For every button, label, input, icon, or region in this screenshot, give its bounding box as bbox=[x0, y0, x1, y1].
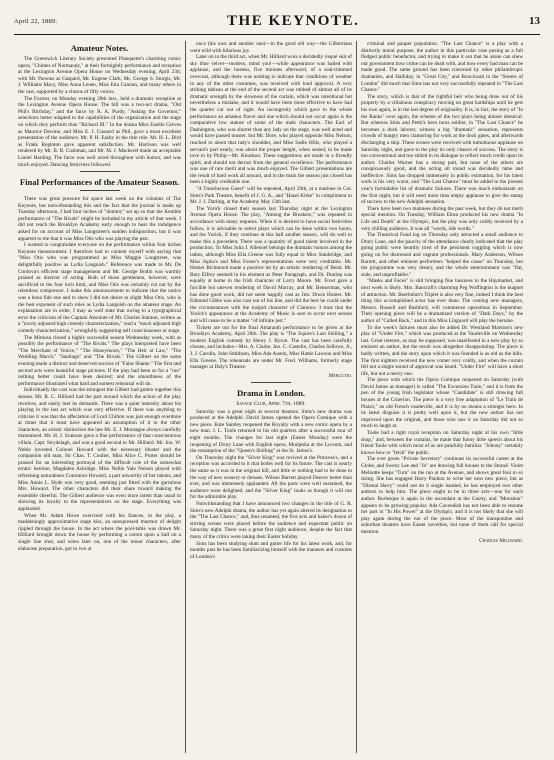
section-title-amateur-notes: Amateur Notes. bbox=[70, 43, 129, 53]
paragraph: There have been two matinees during the past week, but they do not merit special mention. On Tuesday, William Elton produced his new drama "In Life and Death" at the Olympic, but the play was only coldly received by a very chilling audience. It was all "words, idle words." bbox=[361, 205, 523, 232]
paragraph: The Mimosa closed a highly successful season Wednesday week, with as possibly the performance of "The Rivals." The plays interpreted have been "The Merchant of Venice," "The Honeymoon," "The Heir at Law," "The Wedding March," "Santiago" and "The Rivals." The Gilbert on the same evening made a distinct and deserved success of "False Shame." The first and second acts were beautiful stage pictures. If the play had been so for a "run" nothing better could have been desired; and the smoothness of the performance illustrated what hard and earnest rehearsal will do. bbox=[18, 334, 181, 387]
column-2 bbox=[185, 41, 356, 753]
masthead-title: THE KEYNOTE. bbox=[227, 12, 360, 29]
signature-mercutio: Mercutio. bbox=[328, 372, 352, 379]
paragraph: Tickets are out for the final Amaranth performance to be given at the Brooklyn Academy, April 28th. The play is "The Squire's Last Shilling," a modern English comedy by Henry J. Byron. The cast has been carefully chosen, and includes—Mrs. A. Clarke, Jno. C. Castello, Charles Sellowe, Jr., J. J. Carolin, John Smithson, Miss Ada Austin, Miss Hattie Lawson and Miss Ella Greene. The rehearsals are under Mr. Fred. Williams, formerly stage manager at Daly's Theatre. bbox=[190, 324, 352, 371]
paragraph: once (his own and another one)—in the good old way—the Gilbertians went wild with hilarious joy. bbox=[190, 41, 352, 54]
paragraph: Individually the cast was the strongest the Gilbert had gotten together this season. Mr. R. C. Hilliard had the part around which the action of the play revolves, and easily met its demands. There was a quiet intensity about his playing in the last act which was very effective. If there was anything to criticise it was that the affectation of Lord Chilton was just enough overdone at times that it must have appeared an assumption of it to the other characters, an artistic distinction the late Mr. E. J. Montague always carefully maintained. Mr. H. J. Scakone gave a fine performance of that conscientious villain, Capt. Strydelagh, and was a good second to Mr. Hilliard. Mr. Jno. W. Noble invested Colonel Howard with the necessary bluster and the companion old man, Sir Chas. T. Coulter, Miss Alice C. Porter should be praised for an interesting portrayal of the difficult role of the somewhat erratic heroine, Magdalen Ashridge. Miss Nellie Yale Nelson played with refreshing naturalness Constance Howard, a part unworthy of her talents, and Miss Annie L. Hyde was very good, seeming just fitted with the garrulous Mrs. Howard. The other characters did their share toward making the ensemble cheerful. The Gilbert audience was even more intent than usual in showing its loyalty to the representatives on the stage. Everything was applauded. bbox=[18, 387, 181, 512]
paragraph: The Theatrical Fund log on Thursday only attracted a small audience to Drury Lane, and the paucity of the attendance clearly indicated that the play going public were heartily tired of the persistent coggling which is now going on for distressed and vagrant professionals. Mary Anderson, Wilson Barrett, and other eminent performers "helped the cause" on Thursday, but the programme was very dreary, and the whole entertainment was "flat, stale, and unprofitable." bbox=[361, 232, 523, 278]
divider bbox=[251, 382, 291, 383]
paragraph: Sims has been studying slum and gutter life for his latest work, and, for months past he has been familiarizing himself with the manners and customs of London's bbox=[190, 540, 352, 560]
paragraph: The piece with which the Opera Comique reopened on Saturday (with David James as manager) is called "The Excursion Train," and it is from the pen of the young Irish legislator whose "Candidate" is still drawing full houses at the Criterion. The piece is a very free adaptation of "Le Train de Plaisir," an old French vaudeville, and it is by no means a stronger hero. In its latest disguise it is pretty well upon it, but the new author has not improved upon the original, and those who saw it on Saturday did not so much to laugh at. bbox=[361, 377, 523, 430]
paragraph: Later on in the third act, when Mr. Hilliard wore a decidedly risqué suit of sky blue velvet—modern, mind you!—while appearance was hailed with applause, and the hostess, five minutes afterward, of a seal-trimmed overcoat, although there was nothing to indicate that conditions of weather in any of the other costumes, was received with loud approval. A very striking tableau at the end of the second act was robbed of almost all of its dramatic strength by the slowness of the curtain, which was intentional but nevertheless a mistake, and it would have been more effective to have had the quarter cut out of sight. An incongruity which gave to the whole performance an amateur flavor and one which should not occur again is the comparative low stature of some of the male characters. The Earl of Dashington, who was shorter than any lady on the stage, was well acted and would have passed muster. but Mr. Dore, who played opposite Miss Nelson, reached to about that lady's shoulder, and Miss Sadie Hills, who played a servant's part neatly, was about the proper height, when seated, to be made love to by Philip—Mr. Knudson. These suggestions are made in a friendly spirit, and should not detract from the general excellence. The performance was one of rare merit and was much enjoyed. The Gilbert presentations are the result of hard work all around, and in the main the season just closed has been a highly creditable one. bbox=[190, 54, 352, 186]
section-title-final-performances: Final Performances of the Amateur Season. bbox=[19, 177, 180, 188]
article-columns bbox=[14, 41, 540, 753]
paragraph: The ever green "Private Secretary" continues its successful career at the Globe, and Sweny Lee and "Jo" are drawing full houses to the Strand. Violet Melnotte keeps "Turn" on the run at the Avenue, and shows great fool in so doing. She has engaged Harry Paulton to write her next new piece, but as "Dismal Harry" could not do it single handed, he has employed two other authors to help him. The piece ought to be in three acts—one for each author. Burlesque is again in the ascendant at the Gaiety, and "Monsieur" appears to be growing popular. Ada Cavendish has not been able to resume her part in "In His Power" at the Olympic, and it is not likely that she will play again during the run of the piece. Most of the transpontine and suburban theatres have Easter novelties, but none of them call for special mention. bbox=[361, 456, 523, 535]
divider bbox=[80, 171, 120, 172]
paragraph: The Yorick closed their season last Thursday night at the Lexington Avenue Opera House. The play, "Among the Breakers," was repeated in accordance with many requests. When it is desired to have social festivities follow, it is advisable to select plays which can be done within two hours, and the Yorick, if they continue at this hall another season, will do well to make this a precedent. There was a quantity of good talent involved in the production. To Miss Julia J. Allenoel belongs the dramatic honors among the ladies, although Miss Ella Greene was fully equal to Miss Stanbridge, and Miss Jopha's and Miss Foster's representations were very creditable. Mr. Homer Richmond made a positive hit by an artistic rendering of Bend. Mr. Bary Elfrey seemed in his element as Peter Paragraph, and Dr. Dunlop was equally at home in the Irish character of Larry Moore. Mr. Frost gave a forcible but uneven rendering of David Murray, and Mr. Benserman, who has done good work, did not seem happily cast as Jim. Druce Hunter. Mr. Edmond Gibbs was also cast out of his line, and did the best he could under the circumstances with the insipid character of Clarence. I trust that the Yorick's appearance at the Academy of Music is sure to occur next season and will cease to be a matter "of infinite jest." bbox=[190, 205, 352, 324]
column-3 bbox=[356, 41, 527, 753]
divider bbox=[80, 190, 120, 191]
section-title-drama-in-london: Drama in London. bbox=[236, 387, 306, 398]
paragraph: The story, which is that of the rightful heir who being done out of his property by a villainous conspiracy moving on great hardships until he gets his own again, is in the last degree of originality. It is, in fact, the story of "In the Ranks" over again, the scheme of the two plays being almost identical. But whereas Sims and Pettit's hero turns soldier, in "The Last Chance" he becomes a dock laborer, witness a big "dramatic" sensation, represents crowds of hungry men clamoring for work at the dock gates, and afterwards discharging a ship. These scenes were received with tumultuous applause on Saturday night, and gave to the play its only chance of success. The story is too conventional and too stilted in its dialogue to reflect much credit upon its author. Charles Warner has a strong part, but none of the others are conspicuously good, and the acting all round was decidedly tame and ineffective. Sims has dropped immensely in public estimation, for his latest work is his very worst, and "The Last Chance" must be added to the present year's formidable list of dramatic failures. There was much enthusiasm on the first night, but it will need more than empty applause to give the stamp of success to the new Adelphi sensation. bbox=[361, 93, 523, 206]
paragraph: To the week's failures must also be added Dr. Westland Marston's new play of "Under Fire," which was produced at the Vaudeville on Wednesday last. Great interest, as may be supposed, was manifested in a new play by so eminent an author, but the result was altogether disappointing. The piece is badly written, and the story upon which it was founded is as old as the hills. The first nighters received the new comer very coldly, and when the curtain fell not a single sound of approval was heard. "Under Fire" will have a short life, but not a merry one. bbox=[361, 324, 523, 377]
dateline: Savage Club, April 7th, 1889. bbox=[236, 400, 306, 407]
page-number: 13 bbox=[529, 15, 540, 27]
issue-date: April 22, 1889. bbox=[14, 17, 58, 25]
page-header bbox=[14, 8, 540, 35]
paragraph: criminal and pauper population. "The Last Chance" is a play with a distinctly moral purpose, the author in this particular case posing as a full fledged public benefactor, and trying to make it out that he alone can shew our government how crime can be dealt with, and how every bad man can be made good. The same ground has been traversed by other philanthropic dramatists, and Halliday, in "Great City," and Boucicault in the "Streets of London" did much that Sims has not very successfully repeated in "The Last Chance." bbox=[361, 41, 523, 94]
paragraph: The Forrest, on Monday evening 28th inst., held a dramatic reception at the Lexington Avenue Opera House. The bill was a two-act drama, "Old Phil's Birthday," and the farce by R. A. Purdy, "Asking the Governor," selections better adapted to the capabilities of the organization and the stage on which they perform than "Richard III." In the drama Miss Estelle Greves as Maurice Dewine, and Miss E. J. Cussard as Phil, gave a most excellent presentation of the audience. Mr. P. H. Easby in the title role. Mr. H. L. Bird as Frank Reginton gave apparent satisfaction. Mr. Harrison was well rendered by Mr. B. B. Cushman, and Mr. M. J. Mackerel made an acceptable Lionel Harding. The farce was well acted throughout with humor, and was much enjoyed. Dancing festivities followed. bbox=[18, 95, 181, 168]
signature-millward: Charles Millward. bbox=[479, 537, 523, 544]
paragraph: I wanted to congratulate everyone on the performance within four inches Keynote measurement. I therefore had to content myself with saying that "Miss Otis who was programmed as Miss Maggie Longstreet, was delightfully positive as Lydia Languish." Reference was made to Mr. De Cordova's efficient stage management and Mr. George Bodin was warmly praised as director of acting. Both of those gentlemen, however, were sacrificed to the four inch limit, and Miss Otis was certainly cut out by the relentless compressor. I make this announcement to indicate that the notice was a bona fide one and to show I did not desire to slight Miss Otis, who is the best exponent of such roles as Lydia Languish on the amateur stage. An explanation are in order, I may as well state that owing to a typographical error the criticism of the Captain Absolute of Mr. Charles Stanton, written as a "nicely adjusted high comedy characterization," read a "much adjusted high comedy characterization," wrongfully suggesting self consciousness or stage. bbox=[18, 242, 181, 334]
paragraph: "Masks and Faces" is still bringing fine business to the Haymarket, and next week is likely. Mrs. Bancroft's charming Peg Woffington is the magnet of attraction. Mr. Beerbohm's Triplet is also very fine, indeed I think the best thing this accomplished actor has ever done. The coming new managers, Messrs. Russell and Bashford, will commence operations in September. Their opening piece will be a dramatized version of "Dark Days," by the author of "Called Back," and in this Miss Linguard will play the heroine. bbox=[361, 278, 523, 324]
paragraph: Notwithstanding that I have announced two changes in the title of G. R. Sims's new Adelphi drama, the author has yet again altered its designation to the "The Last Chance," and, thus renamed, the five acts and baker's dozen of stirring scenes were placed before the audience and expectant public on Saturday night. There was a great first night audience, despite the fact that many of the critics were taking their Easter holiday. bbox=[190, 501, 352, 540]
paragraph: Saturday was a great night at several theatres. Sims's new drama was produced at the Adelphi. David James opened the Opera Comique with a new piece. Kate Santley reopened the Royalty with a new comic opera by a new man. J. L. Toole returned to his old quarters after a successful tour of eight months. The changes for last night (Easter Monday) were the reopening of Drury Lane with English opera, Modjeska at the Lyceum, and the resumption of the "Queen's Shilling" at the St. James's. bbox=[190, 408, 352, 455]
paragraph: "A Treacherous Guest" will be repeated, April 29th, at a matinee in Col. Sims's Park Theatre, benefit of J. G. A., and "Hazel Kirke" in compliment to Mr. J. J. Darling, at the Academy May 13th last. bbox=[190, 186, 352, 206]
paragraph: When Mr. Adam Howe exercised with his fiancee, in the play, a maddeningly approximative stage kiss, an unexpressed murmur of delight rippled through the house. In the act where the pool-table was drawn Mr. Hilliard brought down the house by performing a carom upon a ball on a single line shot, and when later on, one of the minor characters, after elaborate preparation, got in two at bbox=[18, 512, 181, 552]
column-1 bbox=[14, 41, 185, 753]
paragraph: There was great pressure for space last week on the columns of The Keynote, but notwithstanding this and the fact that the journal is made up Tuesday afternoon, I had four inches of "dummy" set up so that the Kemble performance of "The Rivals" might be included in my article of that week. I did not reach the Brooklyn Academy early enough to hear the indulgence asked for on account of Miss Longstreet's sudden indisposition, but it was apparent to me that it was Miss Otis who was playing the part. bbox=[18, 196, 181, 242]
paragraph: The Greenwich Literary Society presented Planquette's charming comic opera, "Chimes of Normandy," at their fortnightly performance and reception at the Lexington Avenue Opera House on Wednesday evening, April 23d, with Mr. Parsons as Gaspard, Mr. Eugene Clark, Mr. George S. Sturgis, Mr. J. Williams Macy, Miss Anna Leuen, Miss Etta Cannon, and many others in the cast, supported by a chorus of fifty voices. bbox=[18, 56, 181, 95]
paragraph: Toole had a right royal reception on Saturday night at his own "little shop," and, between the curtains, he made that funny little speech about his friend Toole with which most of us are painfully familiar. "Johnny" certainly knows how to "fetch" the public. bbox=[361, 430, 523, 456]
paragraph: On Thursday night the "Silver King" was revived at the Princess's, and a reception was accorded to it that bodes well for its future. The cast is nearly the same as it was in the original bill, and little or nothing had to be done in the way of new scenery or dresses. Wilson Barrett played Denver better than ever, and was immensely applauded. All the parts were well sustained, the audience were delighted, and the "Silver King" looks as though it will run for the admirable play. bbox=[190, 454, 352, 501]
